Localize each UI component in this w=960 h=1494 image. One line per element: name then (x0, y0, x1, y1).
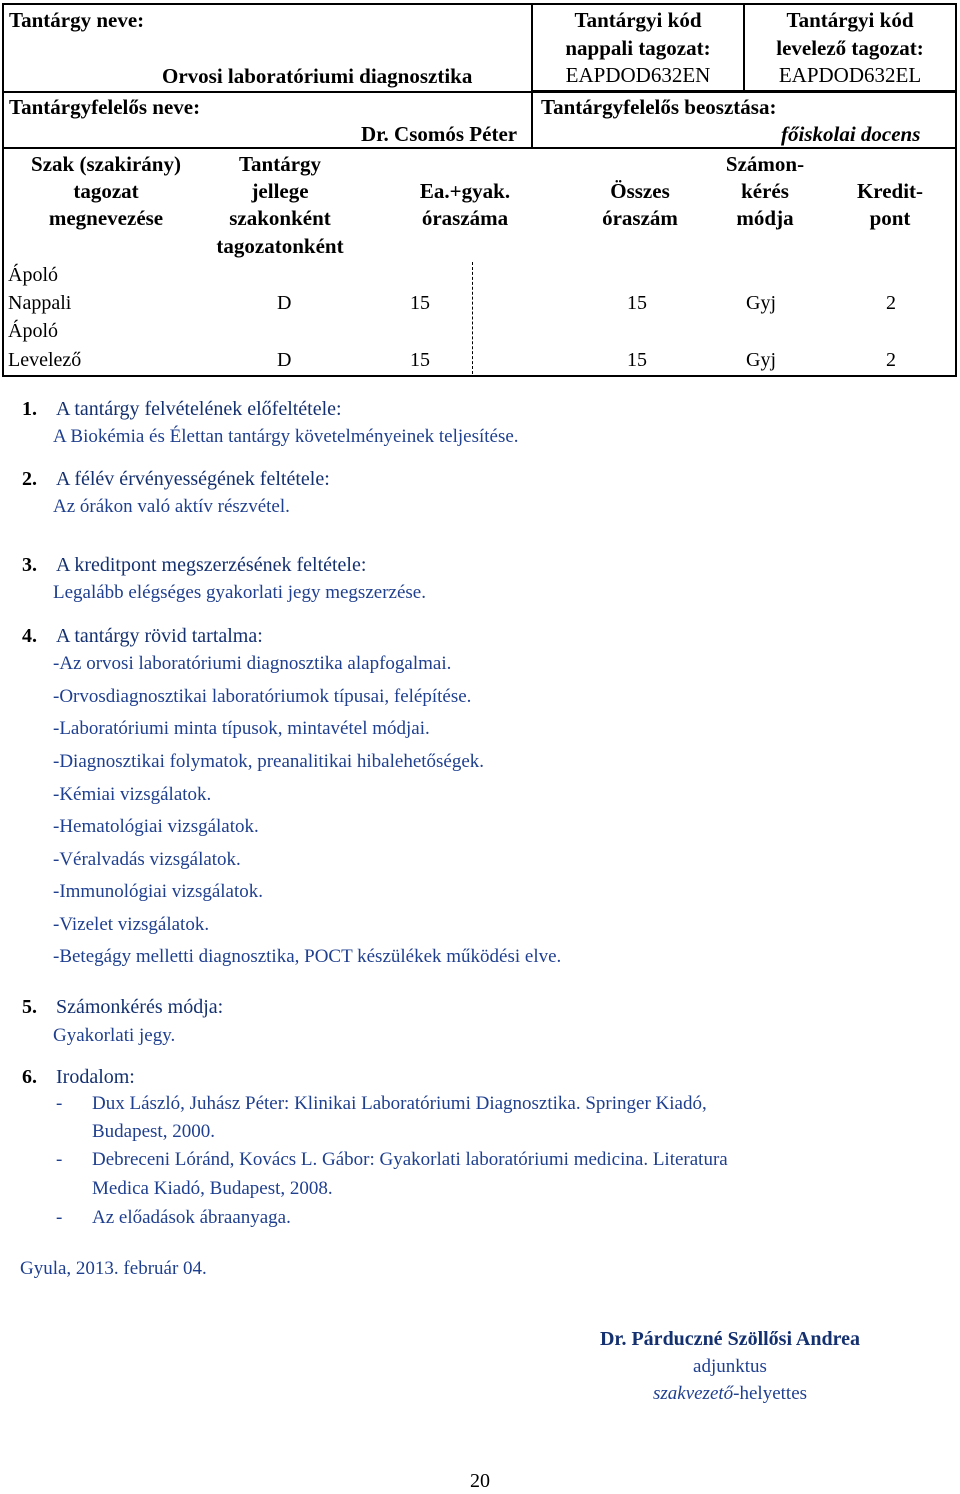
section-3-title: A kreditpont megszerzésének feltétele: (56, 554, 367, 576)
signer-title: adjunktus (693, 1356, 767, 1377)
code-day-value: EAPDOD632EN (565, 63, 711, 87)
literature-text: Dux László, Juhász Péter: Klinikai Laboratóriumi Diagnosztika. Springer Kiadó, (92, 1093, 707, 1114)
section-1-title: A tantárgy felvételének előfeltétele: (56, 398, 342, 420)
literature-bullet: - (56, 1149, 63, 1170)
row-hours: 15 (410, 292, 430, 314)
header-type-1: Tantárgy (238, 152, 322, 176)
row-exam: Gyj (746, 292, 776, 314)
section-6-title: Irodalom: (56, 1066, 135, 1088)
header-hours-2: óraszáma (421, 206, 509, 230)
section-1-text: A Biokémia és Élettan tantárgy követelményeinek teljesítése. (53, 426, 519, 447)
section-5-text: Gyakorlati jegy. (53, 1025, 176, 1046)
course-name-label: Tantárgy neve: (9, 8, 145, 32)
header-total-1: Összes (610, 179, 670, 203)
row-program-line2: Levelező (8, 349, 82, 371)
responsible-name: Dr. Csomós Péter (361, 122, 518, 146)
literature-bullet: - (56, 1093, 63, 1114)
list-item: -Immunológiai vizsgálatok. (53, 881, 264, 902)
signer-role (520, 1381, 940, 1406)
code-corr-value: EAPDOD632EL (778, 63, 922, 87)
code-day-label-2: nappali tagozat: (565, 36, 711, 60)
course-name: Orvosi laboratóriumi diagnosztika (162, 64, 473, 88)
list-item: -Az orvosi laboratóriumi diagnosztika alapfogalmai. (53, 653, 452, 674)
literature-text: Az előadások ábraanyaga. (92, 1207, 291, 1228)
section-2-number: 2. (22, 468, 37, 490)
row-program-line1: Ápoló (8, 320, 58, 342)
row-total: 15 (627, 292, 647, 314)
section-2-title: A félév érvényességének feltétele: (56, 468, 330, 490)
list-item: -Laboratóriumi minta típusok, mintavétel módjai. (53, 718, 430, 739)
signer-name: Dr. Párduczné Szöllősi Andrea (599, 1328, 860, 1350)
section-1-number: 1. (22, 398, 37, 420)
row-total: 15 (627, 349, 647, 371)
page-number: 20 (470, 1470, 490, 1492)
header-credit-2: pont (869, 206, 911, 230)
row-type: D (277, 292, 292, 314)
list-item: -Diagnosztikai folymatok, preanalitikai hibalehetőségek. (53, 751, 485, 772)
header-hours-1: Ea.+gyak. (419, 179, 511, 203)
list-item: -Hematológiai vizsgálatok. (53, 816, 259, 837)
section-5-number: 5. (22, 996, 37, 1018)
header-type-4: tagozatonként (216, 234, 344, 258)
header-program-3: megnevezése (48, 206, 164, 230)
header-program-2: tagozat (73, 179, 139, 203)
row-type: D (277, 349, 292, 371)
section-5-title: Számonkérés módja: (56, 996, 224, 1018)
section-3-number: 3. (22, 554, 37, 576)
position-value: főiskolai docens (781, 122, 921, 146)
section-4-title: A tantárgy rövid tartalma: (56, 625, 263, 647)
code-day-label-1: Tantárgyi kód (574, 8, 702, 32)
literature-text: Debreceni Lóránd, Kovács L. Gábor: Gyakorlati laboratóriumi medicina. Literatura (92, 1149, 728, 1170)
row-hours: 15 (410, 349, 430, 371)
row-credit: 2 (886, 292, 896, 314)
header-exam-1: Számon- (725, 152, 805, 176)
literature-text-cont: Medica Kiadó, Budapest, 2008. (92, 1178, 333, 1199)
list-item: -Betegágy melletti diagnosztika, POCT készülékek működési elve. (53, 946, 562, 967)
header-total-2: óraszám (602, 206, 678, 230)
header-type-3: szakonként (229, 206, 331, 230)
header-exam-2: kérés (741, 179, 789, 203)
row-program-line2: Nappali (8, 292, 72, 314)
code-corr-label-2: levelező tagozat: (776, 36, 924, 60)
row-exam: Gyj (746, 349, 776, 371)
header-program-1: Szak (szakirány) (31, 152, 181, 176)
signer-role-italic: szakvezető (652, 1383, 734, 1404)
section-3-text: Legalább elégséges gyakorlati jegy megszerzése. (53, 582, 426, 603)
literature-bullet: - (56, 1207, 63, 1228)
list-item: -Orvosdiagnosztikai laboratóriumok típusai, felépítése. (53, 686, 472, 707)
responsible-label: Tantárgyfelelős neve: (9, 95, 201, 119)
header-type-2: jellege (251, 179, 309, 203)
list-item: -Kémiai vizsgálatok. (53, 784, 212, 805)
list-item: -Véralvadás vizsgálatok. (53, 849, 241, 870)
list-item: -Vizelet vizsgálatok. (53, 914, 210, 935)
section-6-number: 6. (22, 1066, 37, 1088)
row-credit: 2 (886, 349, 896, 371)
row-program-line1: Ápoló (8, 264, 58, 286)
literature-text-cont: Budapest, 2000. (92, 1121, 215, 1142)
section-2-text: Az órákon való aktív részvétel. (53, 496, 290, 517)
header-exam-3: módja (736, 206, 794, 230)
header-credit-1: Kredit- (856, 179, 924, 203)
signer-role-rest: -helyettes (733, 1383, 808, 1404)
code-corr-label-1: Tantárgyi kód (786, 8, 914, 32)
place-date: Gyula, 2013. február 04. (20, 1258, 207, 1279)
position-label: Tantárgyfelelős beosztása: (541, 95, 777, 119)
section-4-number: 4. (22, 625, 37, 647)
